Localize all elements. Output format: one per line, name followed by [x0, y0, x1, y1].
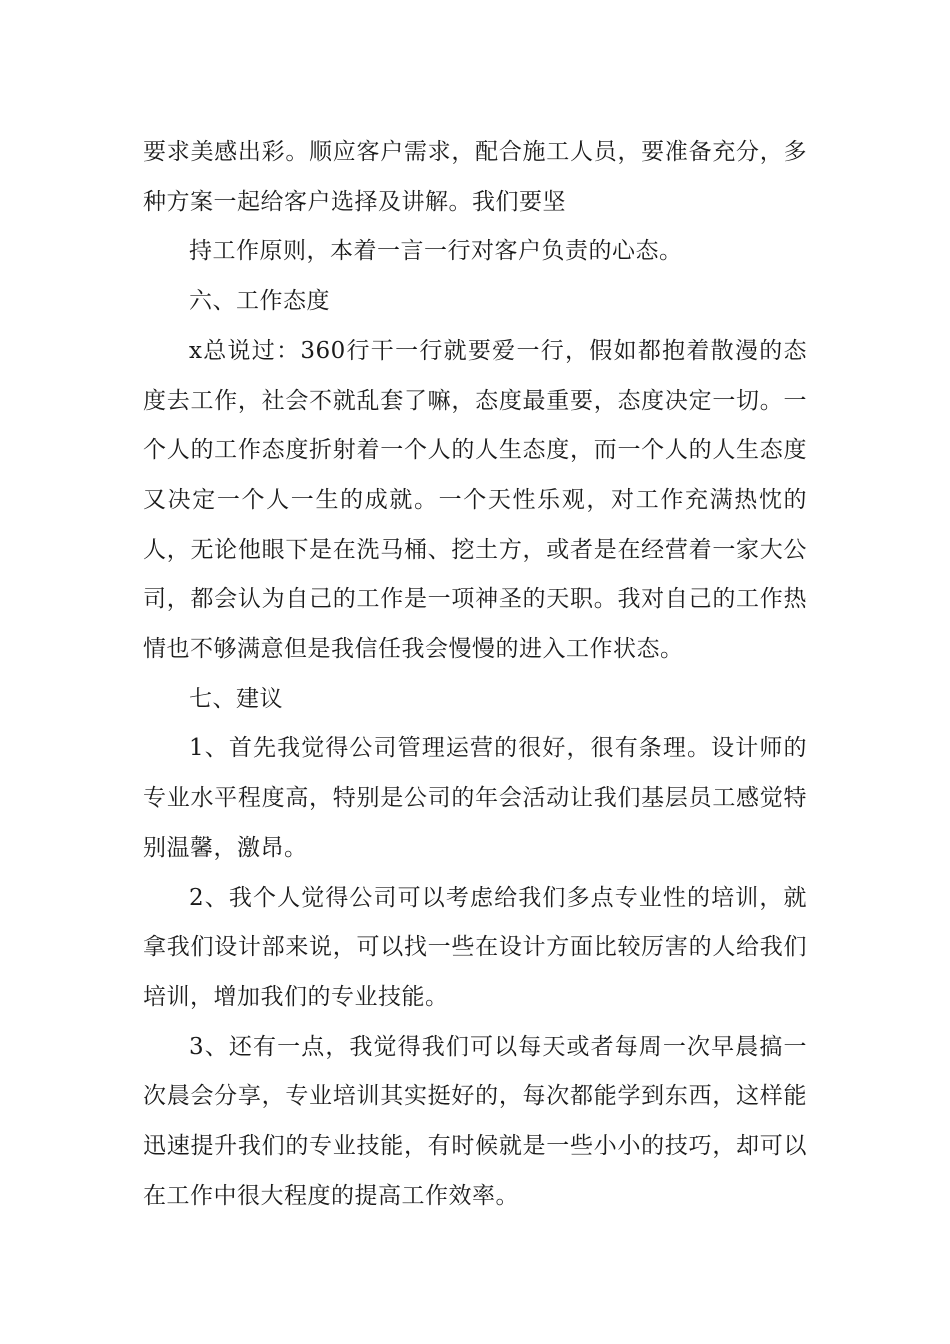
paragraph-2: 持工作原则，本着一言一行对客户负责的心态。 — [189, 238, 683, 265]
document-body — [143, 128, 807, 1221]
paragraph-work-attitude: x总说过：360行干一行就要爱一行，假如都抱着散漫的态度去工作，社会不就乱套了嘛，态度最重要，态度决定一切。一个人的工作态度折射着一个人的人生态度，而一个人的人生态度又决定一个人一生的成就。一个天性乐观，对工作充满热忱的人，无论他眼下是在洗马桶、挖土方，或者是在经营着一家大公司，都会认为自己的工作是一项神圣的天职。我对自己的工作热情也不够满意但是我信任我会慢慢的进入工作状态。 — [143, 337, 807, 663]
section-heading-suggestions: 七、建议 — [189, 685, 283, 712]
suggestion-item-2: 2、我个人觉得公司可以考虑给我们多点专业性的培训，就拿我们设计部来说，可以找一些在设计方面比较厉害的人给我们培训，增加我们的专业技能。 — [143, 884, 807, 1010]
section-heading-work-attitude: 六、工作态度 — [189, 288, 330, 315]
suggestion-item-3: 3、还有一点，我觉得我们可以每天或者每周一次早晨搞一次晨会分享，专业培训其实挺好的，每次都能学到东西，这样能迅速提升我们的专业技能，有时候就是一些小小的技巧，却可以在工作中很大程度的提高工作效率。 — [143, 1033, 807, 1209]
suggestion-item-1: 1、首先我觉得公司管理运营的很好，很有条理。设计师的专业水平程度高，特别是公司的年会活动让我们基层员工感觉特别温馨，激昂。 — [143, 735, 807, 861]
paragraph-1: 要求美感出彩。顺应客户需求，配合施工人员，要准备充分，多种方案一起给客户选择及讲解。我们要坚 — [143, 139, 807, 215]
